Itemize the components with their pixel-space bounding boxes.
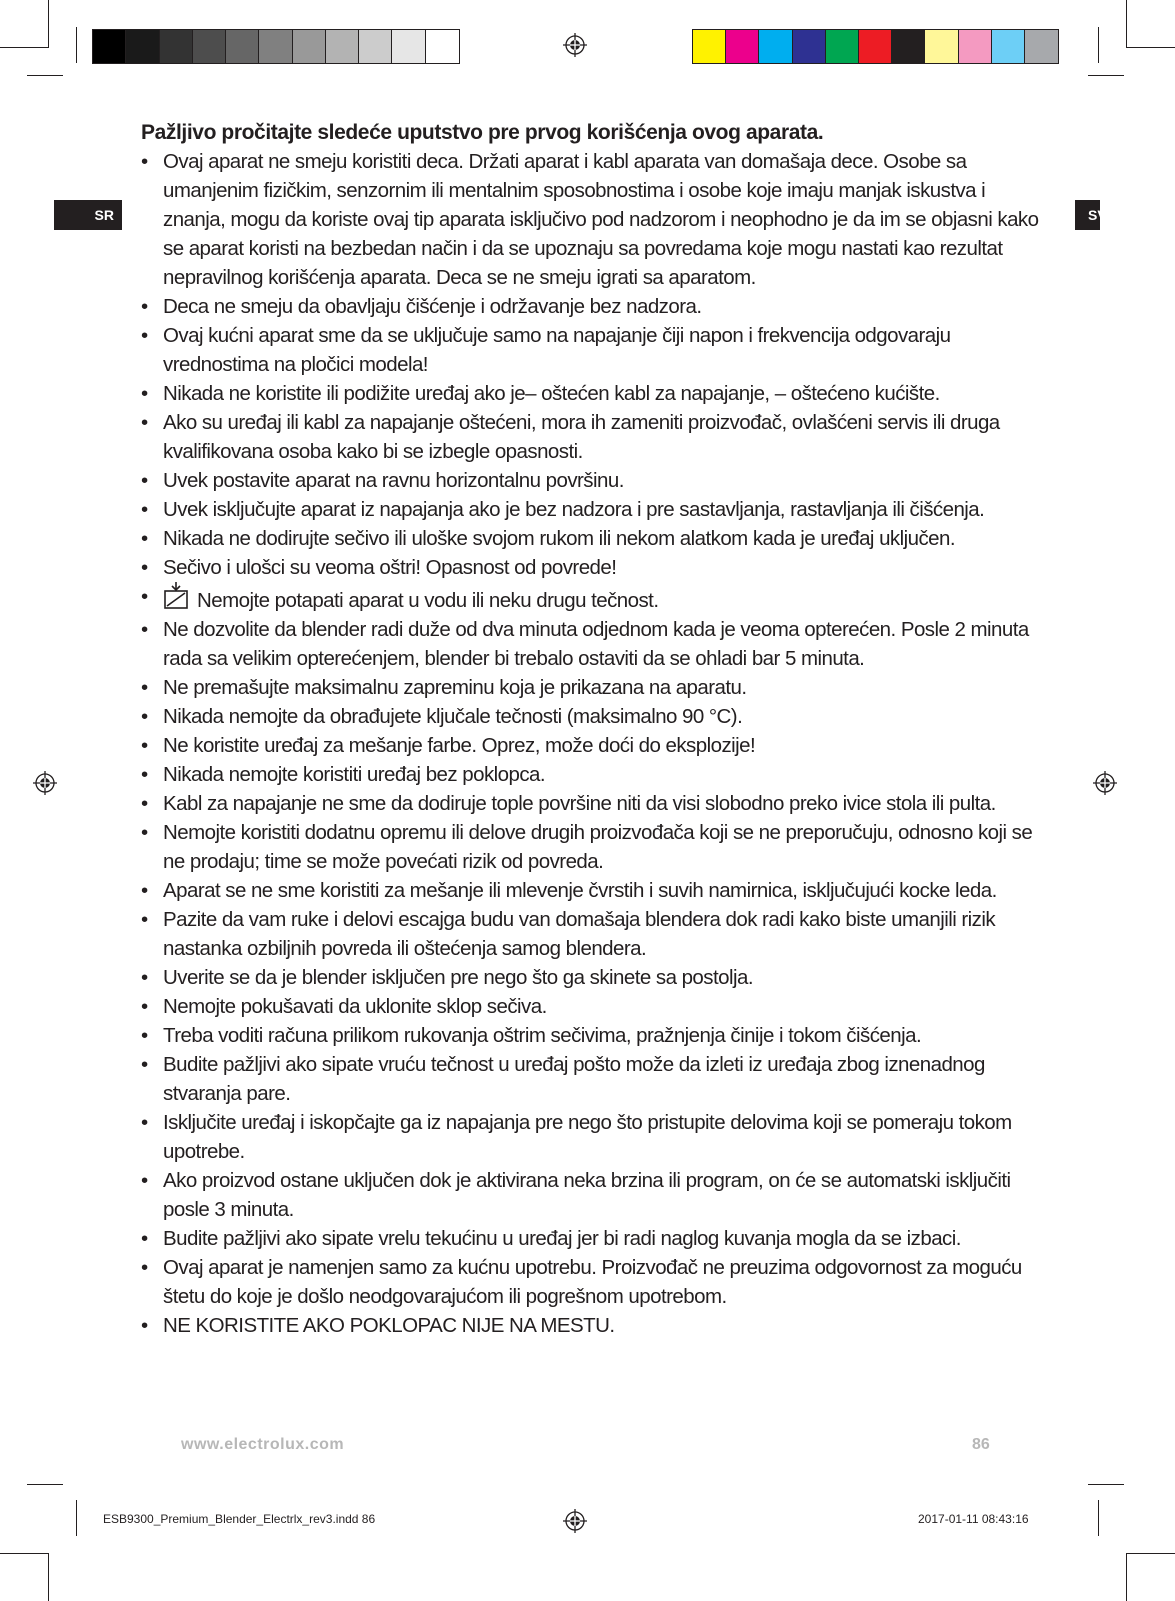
list-item xyxy=(141,466,1041,495)
color-swatch xyxy=(826,30,859,63)
list-item xyxy=(141,1021,1041,1050)
list-item-text: Ovaj aparat je namenjen samo za kućnu upotrebu. Proizvođač ne preuzima odgovornost za moguću štetu do koje je došlo neodgovarajućom ili pogrešnom upotrebom. xyxy=(163,1256,1022,1308)
list-item xyxy=(141,1050,1041,1108)
list-item xyxy=(141,992,1041,1021)
crop-mark xyxy=(1126,0,1127,48)
list-item xyxy=(141,673,1041,702)
color-swatch xyxy=(326,30,359,63)
crop-mark xyxy=(48,1553,49,1601)
color-swatch xyxy=(226,30,259,63)
list-item-text: Isključite uređaj i iskopčajte ga iz napajanja pre nego što pristupite delovima koji se pomeraju tokom upotrebe. xyxy=(163,1111,1012,1163)
instruction-list xyxy=(141,147,1041,1340)
list-item-text: Budite pažljivi ako sipate vruću tečnost u uređaj pošto može da izleti iz uređaja zbog iznenadnog stvaranja pare. xyxy=(163,1053,985,1105)
crop-mark xyxy=(1127,1553,1175,1554)
list-item xyxy=(141,615,1041,673)
list-item-text: Aparat se ne sme koristiti za mešanje ili mlevenje čvrstih i suvih namirnica, isključujući kocke leda. xyxy=(163,879,997,902)
list-item xyxy=(141,1253,1041,1311)
footer-url: www.electrolux.com xyxy=(181,1436,345,1453)
crop-mark xyxy=(27,1484,63,1485)
crop-mark xyxy=(1088,1484,1124,1485)
list-item-text: Ovaj aparat ne smeju koristiti deca. Držati aparat i kabl aparata van domašaja dece. Osobe sa umanjenim fizičkim, senzornim ili mentalnim sposobnostima i osobe koje imaju manjak iskustva i znanja, mogu da koriste ovaj tip aparata isključivo pod nadzorom i neophodno je da im se objasni kako se aparat koristi na bezbedan način i da se upoznaju sa povredama koje mogu nastati kao rezultat nepravilnog korišćenja aparata. Deca se ne smeju igrati sa aparatom. xyxy=(163,150,1039,289)
color-swatch xyxy=(793,30,826,63)
color-swatch xyxy=(259,30,292,63)
list-item-text: Ne premašujte maksimalnu zapreminu koja je prikazana na aparatu. xyxy=(163,676,747,699)
crop-mark xyxy=(1127,47,1175,48)
slug-file-info: ESB9300_Premium_Blender_Electrlx_rev3.indd 86 xyxy=(103,1512,376,1526)
color-swatch xyxy=(759,30,792,63)
color-swatch xyxy=(93,30,126,63)
registration-mark-icon xyxy=(563,1509,587,1533)
color-swatch xyxy=(1025,30,1058,63)
color-swatch xyxy=(859,30,892,63)
list-item xyxy=(141,1166,1041,1224)
list-item xyxy=(141,553,1041,582)
crop-mark xyxy=(76,27,77,63)
color-swatch xyxy=(726,30,759,63)
list-item xyxy=(141,876,1041,905)
list-item xyxy=(141,1108,1041,1166)
page-title: Pažljivo pročitajte sledeće uputstvo pre prvog korišćenja ovog aparata. xyxy=(141,121,824,144)
list-item-text: Ako proizvod ostane uključen dok je aktivirana neka brzina ili program, on će se automatski isključiti posle 3 minuta. xyxy=(163,1169,1011,1221)
crop-mark xyxy=(1088,75,1124,76)
list-item xyxy=(141,731,1041,760)
no-immersion-icon xyxy=(163,582,193,610)
crop-mark xyxy=(48,0,49,48)
list-item-text: Uverite se da je blender isključen pre nego što ga skinete sa postolja. xyxy=(163,966,753,989)
list-item xyxy=(141,1224,1041,1253)
list-item xyxy=(141,963,1041,992)
color-swatch xyxy=(293,30,326,63)
list-item-text: Kabl za napajanje ne sme da dodiruje tople površine niti da visi slobodno preko ivice stola ili pulta. xyxy=(163,792,996,815)
list-item-text: Sečivo i ulošci su veoma oštri! Opasnost od povrede! xyxy=(163,556,617,579)
color-swatch xyxy=(992,30,1025,63)
color-swatch xyxy=(959,30,992,63)
crop-mark xyxy=(1126,1553,1127,1601)
list-item-text: Budite pažljivi ako sipate vrelu tekućinu u uređaj jer bi radi naglog kuvanja mogla da se izbaci. xyxy=(163,1227,961,1250)
list-item xyxy=(141,1311,1041,1340)
list-item-text: Ne koristite uređaj za mešanje farbe. Oprez, može doći do eksplozije! xyxy=(163,734,756,757)
list-item-text: Nikada ne dodirujte sečivo ili uloške svojom rukom ili nekom alatkom kada je uređaj uključen. xyxy=(163,527,956,550)
list-item-text: Uvek postavite aparat na ravnu horizontalnu površinu. xyxy=(163,469,624,492)
language-tab-right xyxy=(1075,200,1107,230)
color-swatch xyxy=(193,30,226,63)
crop-mark xyxy=(0,1553,48,1554)
list-item xyxy=(141,147,1041,292)
color-swatch xyxy=(359,30,392,63)
list-item-text: Nemojte potapati aparat u vodu ili neku drugu tečnost. xyxy=(197,589,659,612)
list-item-text: Treba voditi računa prilikom rukovanja oštrim sečivima, pražnjenja činije i tokom čišćenja. xyxy=(163,1024,922,1047)
registration-mark-icon xyxy=(563,33,587,57)
registration-mark-icon xyxy=(1093,771,1117,795)
list-item-text: Ovaj kućni aparat sme da se uključuje samo na napajanje čiji napon i frekvencija odgovaraju vrednostima na pločici modela! xyxy=(163,324,951,376)
list-item-text: Nemojte koristiti dodatnu opremu ili delove drugih proizvođača koji se ne preporučuju, odnosno koji se ne prodaju; time se može povećati rizik od povreda. xyxy=(163,821,1033,873)
grayscale-color-bar xyxy=(92,29,460,64)
color-swatch xyxy=(426,30,459,63)
list-item xyxy=(141,292,1041,321)
list-item-text: Nikada nemojte da obrađujete ključale tečnosti (maksimalno 90 °C). xyxy=(163,705,743,728)
color-swatch xyxy=(892,30,925,63)
list-item-text: Nemojte pokušavati da uklonite sklop sečiva. xyxy=(163,995,547,1018)
color-swatch xyxy=(925,30,958,63)
crop-mark xyxy=(1098,1500,1099,1536)
list-item xyxy=(141,408,1041,466)
crop-mark xyxy=(27,75,63,76)
list-item xyxy=(141,760,1041,789)
crop-mark xyxy=(76,1500,77,1536)
crop-mark xyxy=(1098,27,1099,63)
list-item xyxy=(141,582,1041,615)
language-code-sr: SR xyxy=(94,207,114,223)
list-item xyxy=(141,905,1041,963)
process-color-bar xyxy=(692,29,1059,64)
list-item-text: Nikada nemojte koristiti uređaj bez poklopca. xyxy=(163,763,546,786)
list-item xyxy=(141,789,1041,818)
list-item-text: Deca ne smeju da obavljaju čišćenje i održavanje bez nadzora. xyxy=(163,295,702,318)
registration-mark-icon xyxy=(33,771,57,795)
list-item xyxy=(141,702,1041,731)
color-swatch xyxy=(392,30,425,63)
language-tab-left xyxy=(54,200,122,230)
safety-instructions xyxy=(141,118,1041,1340)
list-item-text: Nikada ne koristite ili podižite uređaj ako je– oštećen kabl za napajanje, – oštećeno kućište. xyxy=(163,382,940,405)
slug-date: 2017-01-11 08:43:16 xyxy=(918,1512,1029,1526)
crop-mark xyxy=(0,47,48,48)
list-item xyxy=(141,379,1041,408)
list-item-text: Ne dozvolite da blender radi duže od dva minuta odjednom kada je veoma opterećen. Posle 2 minuta rada sa velikim opterećenjem, blender bi trebalo ostaviti da se ohladi bar 5 minuta. xyxy=(163,618,1029,670)
page-number: 86 xyxy=(972,1436,990,1453)
list-item-text: Uvek isključujte aparat iz napajanja ako je bez nadzora i pre sastavljanja, rastavljanja ili čišćenja. xyxy=(163,498,985,521)
list-item xyxy=(141,818,1041,876)
list-item-text: Pazite da vam ruke i delovi escajga budu van domašaja blendera dok radi kako biste umanjili rizik nastanka ozbiljnih povreda ili oštećenja samog blendera. xyxy=(163,908,996,960)
language-code-sv: SV xyxy=(1088,207,1107,223)
color-swatch xyxy=(693,30,726,63)
list-item xyxy=(141,524,1041,553)
list-item xyxy=(141,321,1041,379)
list-item-text: NE KORISTITE AKO POKLOPAC NIJE NA MESTU. xyxy=(163,1314,615,1337)
list-item xyxy=(141,495,1041,524)
list-item-text: Ako su uređaj ili kabl za napajanje oštećeni, mora ih zameniti proizvođač, ovlašćeni servis ili druga kvalifikovana osoba kako bi se izbegle opasnosti. xyxy=(163,411,1000,463)
color-swatch xyxy=(160,30,193,63)
color-swatch xyxy=(126,30,159,63)
